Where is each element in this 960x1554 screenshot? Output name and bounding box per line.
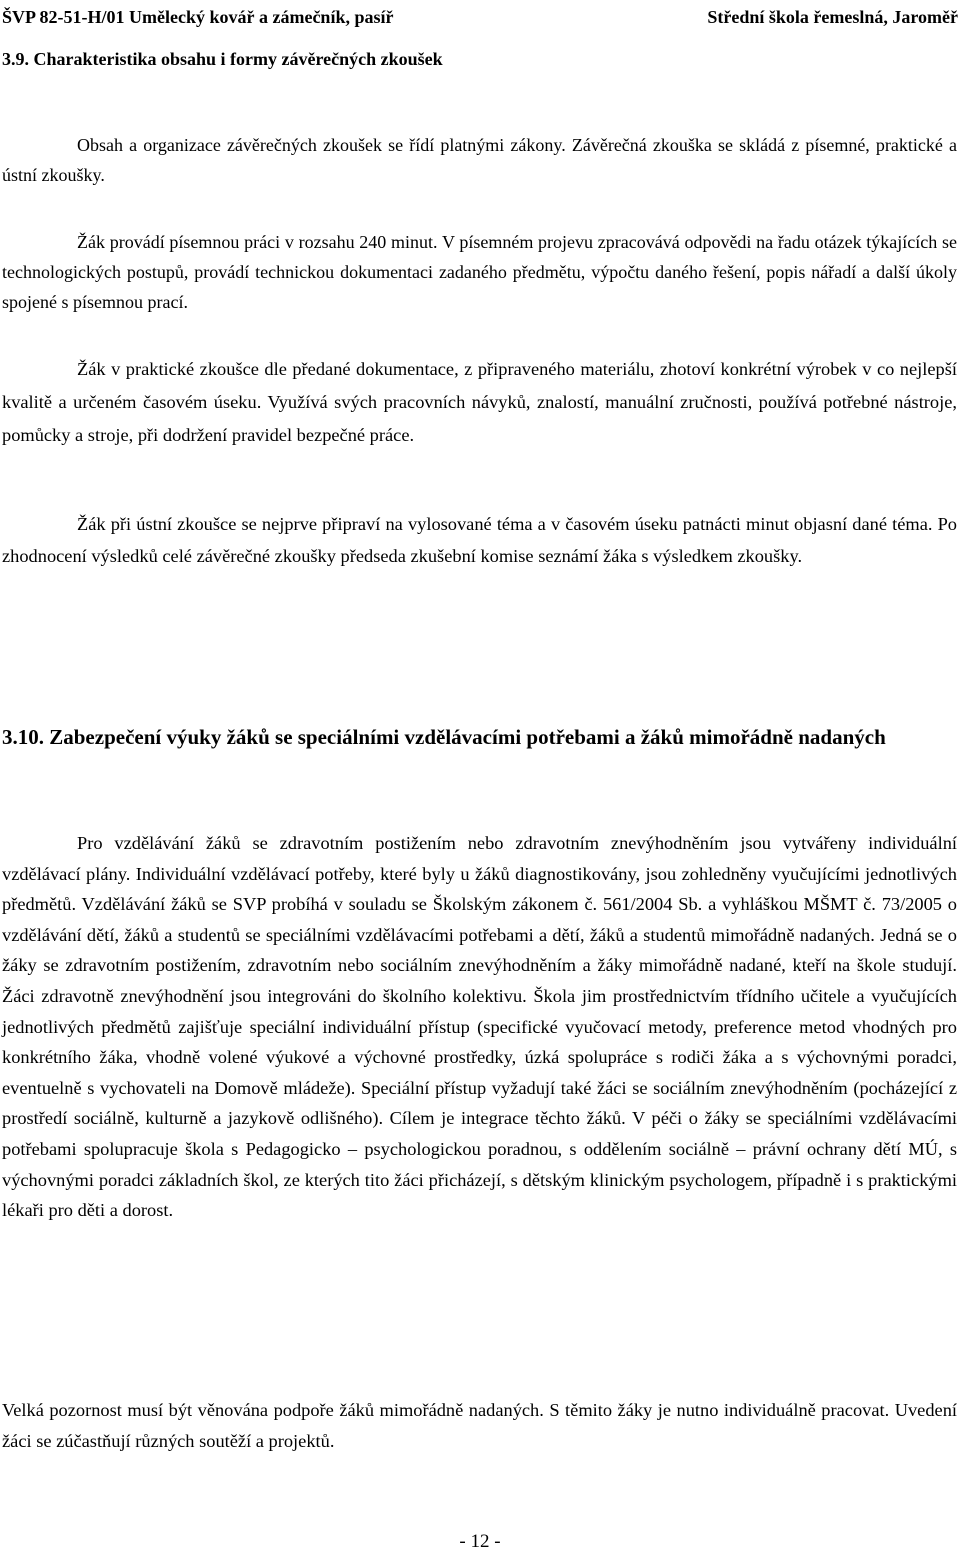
page-header bbox=[2, 4, 958, 34]
paragraph-practical-exam: Žák v praktické zkoušce dle předané dokumentace, z připraveného materiálu, zhotoví konkrétní výrobek v co nejlepší kvalitě a určeném časovém úseku. Využívá svých pracovních návyků, znalostí, manuální zručnosti, používá potřebné nástroje, pomůcky a stroje, při dodržení pravidel bezpečné práce. bbox=[2, 359, 957, 445]
paragraph-oral-exam: Žák při ústní zkoušce se nejprve připraví na vylosované téma a v časovém úseku patnácti minut objasní dané téma. Po zhodnocení výsledků celé závěrečné zkoušky předseda zkušební komise seznámí žáka s výsledkem zkoušky. bbox=[2, 514, 957, 566]
paragraph-gifted-students: Velká pozornost musí být věnována podpoře žáků mimořádně nadaných. S těmito žáky je nutno individuálně pracovat. Uvedení žáci se zúčastňují různých soutěží a projektů. bbox=[2, 1400, 957, 1451]
header-right: Střední škola řemeslná, Jaroměř bbox=[707, 7, 958, 27]
paragraph-written-exam: Žák provádí písemnou práci v rozsahu 240 minut. V písemném projevu zpracovává odpovědi na řadu otázek týkajících se technologických postupů, provádí technickou dokumentaci zadaného předmětu, výpočtu daného řešení, popis nářadí a další úkoly spojené s písemnou prací. bbox=[2, 232, 957, 312]
page-number: - 12 - bbox=[459, 1531, 501, 1552]
section-heading-3-10: 3.10. Zabezpečení výuky žáků se speciálními vzdělávacími potřebami a žáků mimořádně nadaných bbox=[2, 725, 886, 749]
header-left: ŠVP 82-51-H/01 Umělecký kovář a zámečník, pasíř bbox=[2, 7, 394, 27]
paragraph-exam-organization: Obsah a organizace závěrečných zkoušek se řídí platnými zákony. Závěrečná zkouška se skládá z písemné, praktické a ústní zkoušky. bbox=[2, 135, 957, 185]
paragraph-special-needs: Pro vzdělávání žáků se zdravotním postižením nebo zdravotním znevýhodněním jsou vytvářeny individuální vzdělávací plány. Individuální vzdělávací potřeby, které byly u žáků diagnostikovány, jsou zohledněny vyučujícími jednotlivých předmětů. Vzdělávání žáků se SVP probíhá v souladu se Školským zákonem č. 561/2004 Sb. a vyhláškou MŠMT č. 73/2005 o vzdělávání dětí, žáků a studentů se speciálními vzdělávacími potřebami a dětí, žáků a studentů mimořádně nadaných. Jedná se o žáky se zdravotním postižením, zdravotním nebo sociálním znevýhodněním a žáky mimořádně nadané, kteří na škole studují. Žáci zdravotně znevýhodnění jsou integrováni do školního kolektivu. Škola jim prostřednictvím třídního učitele a vyučujících jednotlivých předmětů zajišťuje speciální individuální přístup (specifické vyučovací metody, preference metod vhodných pro konkrétního žáka, vhodně volené výukové a výchovné prostředky, úzká spolupráce s rodiči žáka a s výchovnými poradci, eventuelně s vychovateli na Domově mládeže). Speciální přístup vyžadují také žáci se sociálním znevýhodněním (pocházející z prostředí sociálně, kulturně a jazykově odlišného). Cílem je integrace těchto žáků. V péči o žáky se speciálními vzdělávacími potřebami spolupracuje škola s Pedagogicko – psychologickou poradnou, s oddělením sociálně – právní ochrany dětí MÚ, s výchovnými poradci základních škol, ze kterých tito žáci přicházejí, s dětským klinickým psychologem, případně i s praktickými lékaři pro děti a dorost. bbox=[2, 833, 957, 1221]
section-heading-3-9: 3.9. Charakteristika obsahu i formy závěrečných zkoušek bbox=[2, 49, 443, 69]
